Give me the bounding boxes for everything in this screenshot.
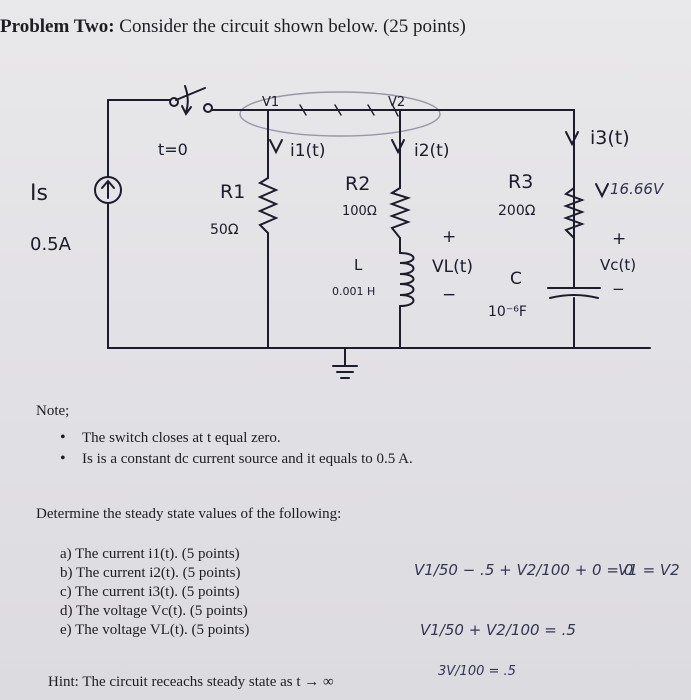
switch-blade	[176, 88, 205, 100]
capacitor-value: 10⁻⁶F	[488, 304, 527, 320]
vl-minus: −	[442, 285, 457, 305]
question-item: b) The current i2(t). (5 points)	[60, 565, 241, 581]
resistor-r2	[392, 188, 408, 238]
ground-symbol	[333, 348, 357, 378]
handwritten-work	[400, 535, 691, 700]
inductor-value: 0.001 H	[332, 285, 376, 298]
arrow-i1	[270, 140, 282, 152]
source-value: 0.5A	[30, 234, 71, 255]
node-v2-label: V2	[388, 95, 406, 110]
i3-label: i3(t)	[590, 127, 630, 149]
question-item: e) The voltage VL(t). (5 points)	[60, 622, 250, 638]
vl-label: VL(t)	[432, 257, 474, 277]
question-item: c) The current i3(t). (5 points)	[60, 584, 240, 600]
arrow-i2	[392, 140, 404, 152]
source-label: Is	[30, 181, 48, 206]
r1-label: R1	[220, 181, 246, 203]
circuit-diagram	[0, 48, 691, 398]
r3-value: 200Ω	[498, 203, 536, 219]
node-v1-label: V1	[262, 95, 280, 110]
note-bullet: • Is is a constant dc current source and it equals to 0.5 A.	[60, 451, 413, 468]
question-item: d) The voltage Vc(t). (5 points)	[60, 603, 248, 619]
work-equation-side: V1 = V2	[618, 561, 680, 579]
r1-value: 50Ω	[210, 222, 239, 238]
i1-label: i1(t)	[290, 141, 326, 161]
vc-label: Vc(t)	[600, 256, 637, 274]
note-bullet: • The switch closes at t equal zero.	[60, 430, 413, 447]
vc-minus: −	[612, 280, 625, 298]
r3-label: R3	[508, 171, 534, 193]
inductor-l	[400, 253, 414, 306]
work-equation-2: V1/50 + V2/100 = .5	[420, 621, 576, 639]
r2-label: R2	[345, 173, 371, 195]
inductor-label: L	[354, 256, 363, 274]
i2-label: i2(t)	[414, 141, 450, 161]
work-equation-3: 3V/100 = .5	[438, 664, 516, 679]
note-list	[60, 430, 413, 472]
determine-text: Determine the steady state values of the following:	[36, 506, 342, 522]
capacitor-label: C	[510, 269, 522, 289]
work-equation-1: V1/50 − .5 + V2/100 + 0 = 0	[414, 561, 634, 579]
hint-text: Hint: The circuit receachs steady state as t → ∞	[48, 674, 334, 690]
switch-arrow	[182, 86, 191, 114]
vc-plus: +	[612, 229, 627, 249]
arrow-note	[596, 184, 608, 196]
vl-plus: +	[442, 227, 457, 247]
note-heading: Note;	[36, 403, 70, 419]
problem-title-text: Consider the circuit shown below. (25 points)	[114, 16, 466, 37]
i3-note: 16.66V	[610, 180, 664, 198]
question-list	[60, 545, 249, 640]
problem-title-lead: Problem Two:	[0, 16, 115, 37]
resistor-r1	[260, 178, 276, 233]
switch-contact-right	[204, 104, 212, 112]
r2-value: 100Ω	[342, 204, 377, 219]
question-item: a) The current i1(t). (5 points)	[60, 546, 240, 562]
switch-label: t=0	[158, 140, 188, 159]
arrow-i3	[566, 132, 578, 144]
problem-title	[0, 16, 466, 39]
